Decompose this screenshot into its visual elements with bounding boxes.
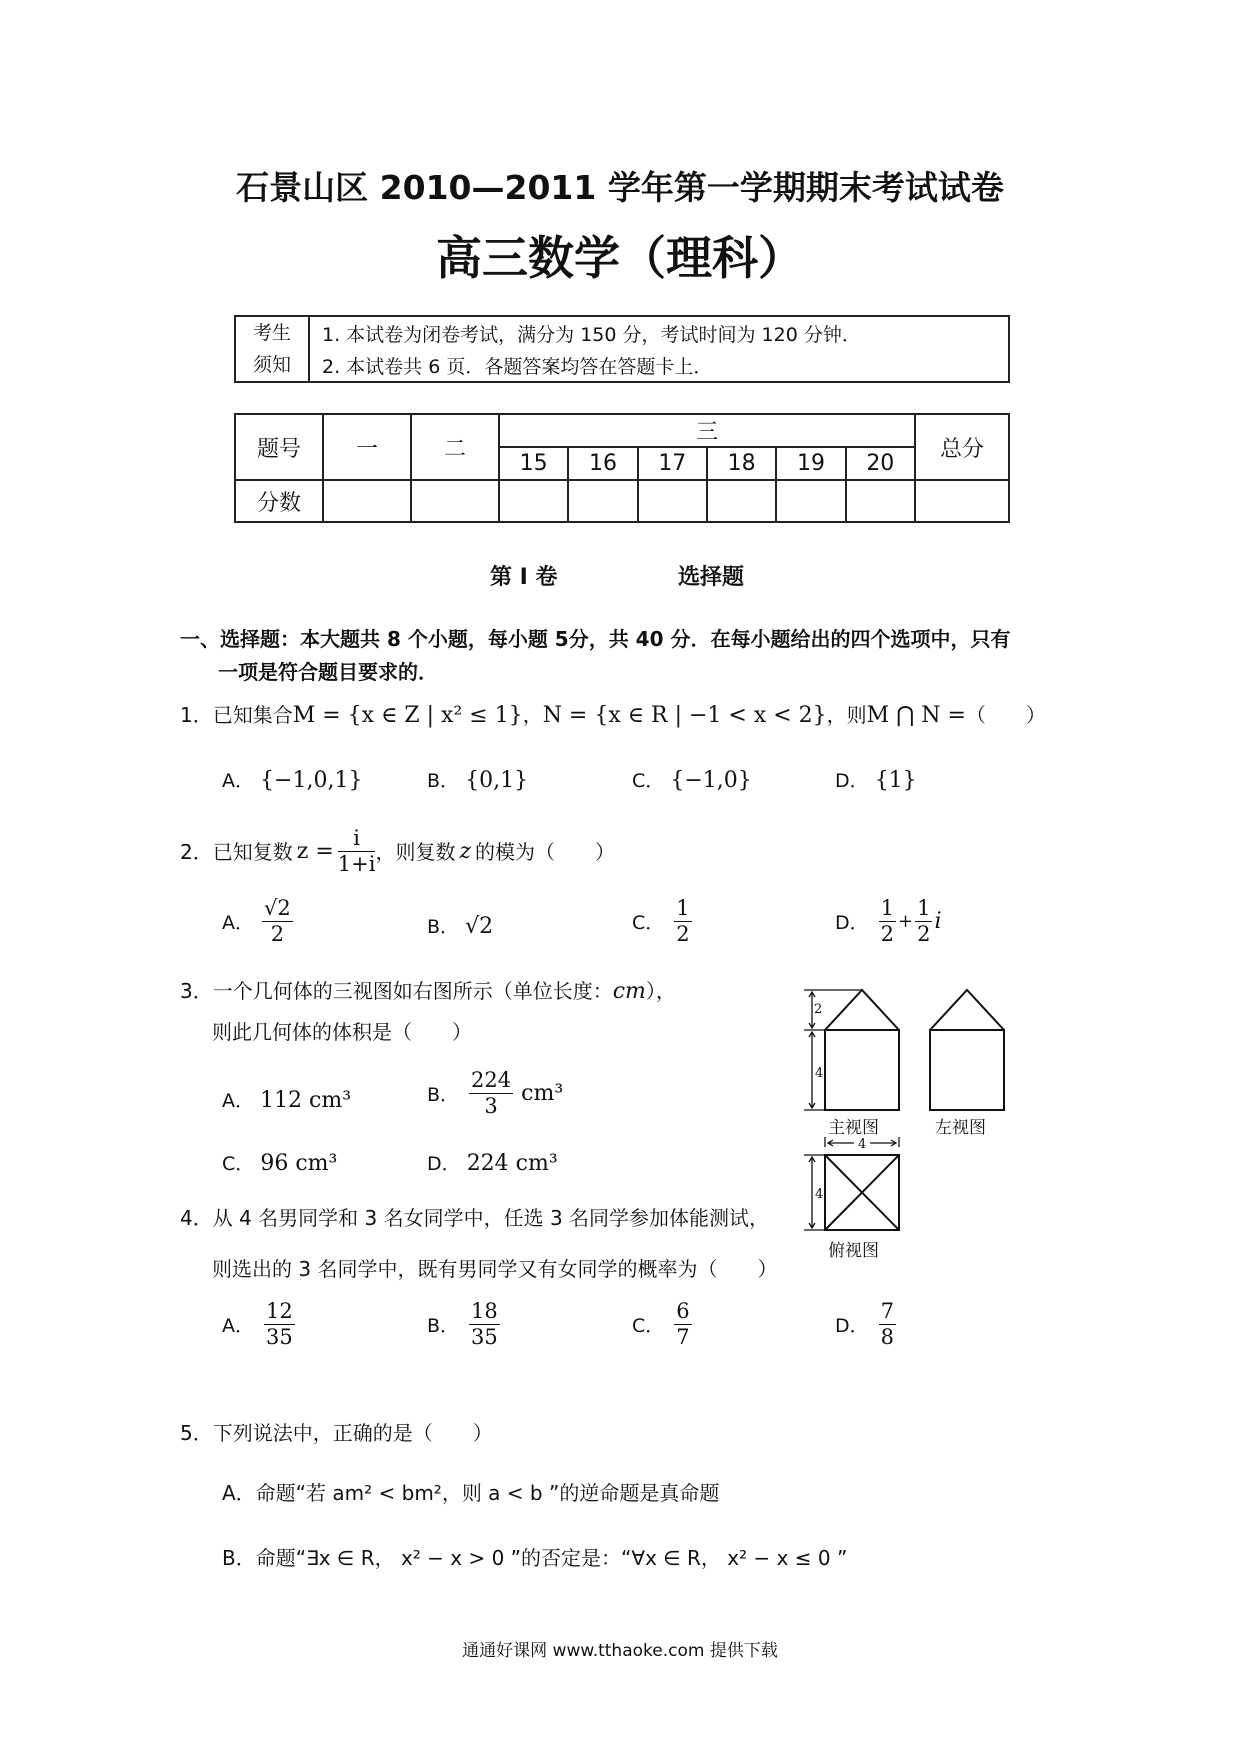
option-fraction (674, 896, 691, 947)
option-label: C． (632, 912, 665, 935)
option-label: A． (222, 1090, 254, 1112)
frac-num: 18 (469, 1299, 500, 1325)
option-label: A． (222, 912, 254, 935)
option-label: D． (427, 1153, 461, 1175)
option-value: √2 (465, 914, 494, 939)
frac-num: 224 (469, 1068, 513, 1094)
question-1-stem (180, 700, 1046, 731)
frac-num: 1 (915, 896, 932, 922)
option-label: D． (835, 1315, 869, 1338)
q1-option-c (632, 766, 752, 793)
score-sub-16: 16 (568, 447, 637, 480)
frac-den: 3 (484, 1094, 498, 1119)
q5-option-a: A．命题“若 am² < bm²，则 a < b ”的逆命题是真命题 (222, 1481, 720, 1505)
score-header-num: 题号 (235, 414, 323, 480)
option-fraction (264, 1299, 295, 1350)
q1-option-d (835, 766, 917, 793)
score-sub-18: 18 (707, 447, 776, 480)
score-cell (411, 480, 499, 522)
question-3-line1 (180, 976, 676, 1007)
q2-option-d (835, 896, 942, 947)
option-label: C． (632, 1315, 665, 1338)
top-view-label: 俯视图 (828, 1241, 879, 1261)
q1-option-a (222, 766, 362, 793)
front-view-label: 主视图 (828, 1118, 879, 1138)
option-value: 96 cm³ (260, 1151, 338, 1176)
frac-num: 1 (674, 896, 691, 922)
option-value: {−1,0,1} (260, 768, 363, 793)
q3-option-c (222, 1149, 337, 1176)
frac-den: 2 (676, 922, 690, 947)
q3-option-b (427, 1068, 563, 1119)
frac-den: 7 (676, 1325, 690, 1350)
q4-option-c (632, 1299, 692, 1350)
frac-den: 2 (270, 922, 285, 947)
question-2-stem (180, 826, 615, 877)
q3-unit: cm (612, 979, 646, 1004)
volume-label: 第 I 卷 (490, 565, 558, 590)
option-label: B． (427, 1084, 460, 1107)
option-value: {−1,0} (670, 768, 752, 793)
plus-sign: + (898, 911, 914, 933)
q2-option-b (427, 912, 493, 939)
frac-num: 12 (264, 1299, 295, 1325)
frac-num: 1 (879, 896, 896, 922)
option-value: {0,1} (465, 768, 529, 793)
score-header-one: 一 (323, 414, 411, 480)
option-label: B． (427, 916, 460, 938)
q3-text-b: ）， (645, 979, 676, 1003)
q2-text: 2．已知复数 (180, 839, 293, 864)
q2-text-b: ，则复数 (375, 839, 456, 864)
dim-width-text: 4 (858, 1137, 867, 1152)
option-value: {1} (874, 768, 917, 793)
q2-den: 1+i (337, 852, 376, 877)
q1-text-b: ，则 (826, 703, 867, 727)
q2-option-c (632, 896, 692, 947)
notice-box (234, 315, 1010, 383)
imag-unit: i (934, 909, 942, 935)
left-view (930, 990, 1004, 1110)
notice-item-1: 1. 本试卷为闭卷考试，满分为 150 分，考试时间为 120 分钟． (309, 316, 1009, 349)
score-header-two: 二 (411, 414, 499, 480)
q1-sep: ， (522, 703, 543, 727)
score-cell (707, 480, 776, 522)
frac-num: 7 (879, 1299, 896, 1325)
score-sub-17: 17 (638, 447, 707, 480)
option-fraction (469, 1299, 500, 1350)
question-3-line2: 则此几何体的体积是（ ） (212, 1020, 472, 1044)
score-cell (846, 480, 915, 522)
option-label: B． (427, 1315, 460, 1338)
score-table (234, 413, 1010, 523)
notice-item-2: 2. 本试卷共 6 页．各题答案均答在答题卡上． (309, 349, 1009, 382)
score-sub-15: 15 (499, 447, 568, 480)
score-sub-19: 19 (776, 447, 845, 480)
dim-top-text: 2 (814, 1002, 823, 1017)
q4-option-b (427, 1299, 500, 1350)
q2-option-a (222, 896, 293, 947)
q5-option-b: B．命题“∃x ∈ R， x² − x > 0 ”的否定是：“∀x ∈ R， x² − x ≤ 0 ” (222, 1546, 848, 1570)
q2-fraction (338, 826, 376, 877)
option-fraction (915, 896, 932, 947)
score-cell (499, 480, 568, 522)
q2-text-c: 的模为（ ） (475, 839, 616, 864)
option-label: C． (632, 770, 665, 792)
q3-option-d (427, 1149, 558, 1176)
q4-option-d (835, 1299, 896, 1350)
exam-title: 石景山区 2010—2011 学年第一学期期末考试试卷 (236, 168, 1004, 207)
option-label: A． (222, 1315, 254, 1338)
option-label: B． (427, 770, 460, 792)
volume-name: 选择题 (678, 565, 745, 590)
q1-set-n: N = {x ∈ R | −1 < x < 2} (542, 703, 827, 728)
q1-expr: M ⋂ N = (866, 703, 966, 728)
notice-label-line2: 须知 (252, 354, 291, 376)
option-fraction (469, 1068, 513, 1119)
section-heading-line2: 一项是符合题目要求的． (218, 660, 438, 684)
frac-den: 8 (880, 1325, 895, 1350)
frac-den: 35 (266, 1325, 293, 1350)
option-label: D． (835, 912, 869, 935)
option-value: 112 cm³ (260, 1088, 352, 1113)
left-view-label: 左视图 (935, 1118, 986, 1138)
q2-num: i (338, 826, 376, 852)
notice-label (235, 316, 309, 382)
q1-option-b (427, 766, 528, 793)
option-fraction (262, 896, 293, 947)
frac-num: √2 (262, 896, 293, 922)
question-4-line2: 则选出的 3 名同学中，既有男同学又有女同学的概率为（ ） (212, 1257, 778, 1281)
q3-text: 3．一个几何体的三视图如右图所示（单位长度： (180, 979, 613, 1003)
q1-set-m: M = {x ∈ Z | x² ≤ 1} (292, 703, 523, 728)
notice-label-line1: 考生 (252, 322, 291, 344)
option-label: D． (835, 770, 869, 792)
three-view-figure (790, 985, 1040, 1285)
option-value: 224 cm³ (466, 1151, 558, 1176)
q1-paren: （ ） (965, 703, 1046, 727)
q3-option-a (222, 1086, 351, 1113)
frac-den: 2 (880, 922, 895, 947)
exam-subtitle: 高三数学（理科） (436, 231, 804, 285)
frac-den: 2 (917, 922, 931, 947)
q1-text: 1．已知集合 (180, 703, 293, 727)
score-cell (568, 480, 637, 522)
page-footer: 通通好课网 www.tthaoke.com 提供下载 (462, 1641, 778, 1661)
option-unit: cm³ (521, 1081, 564, 1107)
score-header-total: 总分 (915, 414, 1009, 480)
front-view (825, 990, 899, 1110)
section-heading-line1: 一、选择题：本大题共 8 个小题，每小题 5分，共 40 分．在每小题给出的四个选项中，只有 (180, 627, 1011, 651)
option-label: C． (222, 1153, 255, 1175)
dim-depth-text: 4 (815, 1187, 824, 1202)
score-cell (323, 480, 411, 522)
option-fraction (674, 1299, 691, 1350)
score-header-three: 三 (499, 414, 915, 447)
dim-side-text: 4 (815, 1066, 824, 1081)
option-fraction (879, 1299, 896, 1350)
score-cell (915, 480, 1009, 522)
option-fraction (879, 896, 896, 947)
frac-num: 6 (674, 1299, 691, 1325)
score-row-label: 分数 (235, 480, 323, 522)
q2-z-eq: z = (296, 838, 334, 864)
front-view-dimensions (804, 990, 862, 1110)
top-view (825, 1155, 899, 1230)
question-4-line1: 4．从 4 名男同学和 3 名女同学中，任选 3 名同学参加体能测试， (180, 1206, 770, 1230)
option-label: A． (222, 770, 254, 792)
score-sub-20: 20 (846, 447, 915, 480)
score-cell (776, 480, 845, 522)
frac-den: 35 (471, 1325, 498, 1350)
score-cell (638, 480, 707, 522)
q2-z: z (459, 838, 472, 864)
question-5-stem: 5．下列说法中，正确的是（ ） (180, 1421, 493, 1445)
q4-option-a (222, 1299, 295, 1350)
